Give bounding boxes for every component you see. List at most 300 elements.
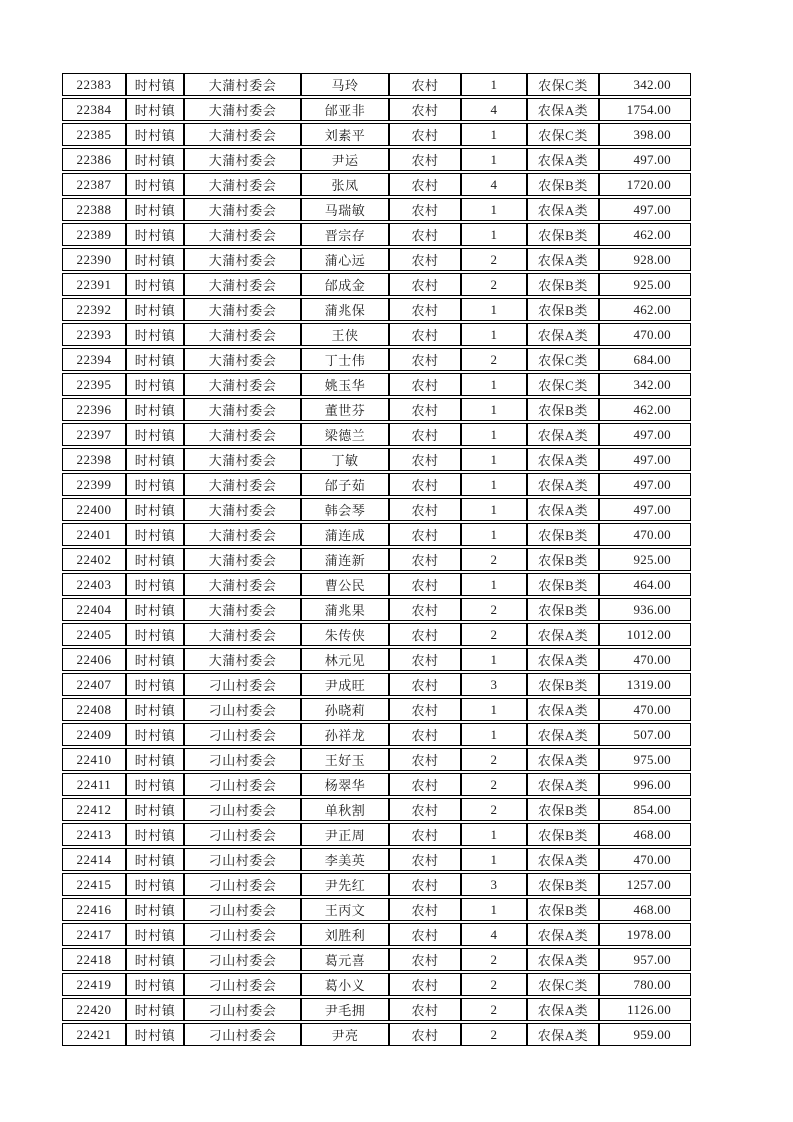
cell-household_type: 农村: [389, 123, 461, 146]
table-row: [62, 548, 691, 571]
cell-person_count: 4: [461, 173, 527, 196]
cell-village: 刁山村委会: [184, 798, 301, 821]
cell-amount: 1720.00: [599, 173, 691, 196]
cell-town: 时村镇: [126, 73, 184, 96]
cell-name: 邰子茹: [301, 473, 389, 496]
cell-household_type: 农村: [389, 723, 461, 746]
cell-village: 大蒲村委会: [184, 173, 301, 196]
cell-amount: 1012.00: [599, 623, 691, 646]
cell-person_count: 1: [461, 823, 527, 846]
cell-person_count: 1: [461, 398, 527, 421]
cell-town: 时村镇: [126, 873, 184, 896]
cell-id: 22402: [62, 548, 126, 571]
cell-insurance_category: 农保A类: [527, 723, 599, 746]
cell-name: 王丙文: [301, 898, 389, 921]
cell-name: 林元见: [301, 648, 389, 671]
cell-insurance_category: 农保A类: [527, 773, 599, 796]
table-row: [62, 573, 691, 596]
cell-household_type: 农村: [389, 498, 461, 521]
cell-village: 大蒲村委会: [184, 373, 301, 396]
cell-name: 王好玉: [301, 748, 389, 771]
cell-amount: 470.00: [599, 648, 691, 671]
cell-id: 22391: [62, 273, 126, 296]
cell-name: 丁敏: [301, 448, 389, 471]
cell-amount: 1257.00: [599, 873, 691, 896]
cell-id: 22417: [62, 923, 126, 946]
cell-village: 大蒲村委会: [184, 198, 301, 221]
cell-village: 刁山村委会: [184, 923, 301, 946]
cell-id: 22388: [62, 198, 126, 221]
cell-household_type: 农村: [389, 873, 461, 896]
cell-id: 22404: [62, 598, 126, 621]
cell-name: 董世芬: [301, 398, 389, 421]
cell-amount: 470.00: [599, 523, 691, 546]
cell-name: 王侠: [301, 323, 389, 346]
table-row: [62, 773, 691, 796]
cell-id: 22387: [62, 173, 126, 196]
cell-person_count: 1: [461, 473, 527, 496]
cell-household_type: 农村: [389, 198, 461, 221]
cell-insurance_category: 农保A类: [527, 1023, 599, 1046]
cell-town: 时村镇: [126, 573, 184, 596]
cell-village: 刁山村委会: [184, 823, 301, 846]
cell-person_count: 1: [461, 73, 527, 96]
cell-town: 时村镇: [126, 248, 184, 271]
cell-insurance_category: 农保B类: [527, 223, 599, 246]
cell-amount: 497.00: [599, 498, 691, 521]
cell-town: 时村镇: [126, 598, 184, 621]
table-row: [62, 848, 691, 871]
table-row: [62, 648, 691, 671]
cell-amount: 342.00: [599, 373, 691, 396]
table-row: [62, 623, 691, 646]
cell-town: 时村镇: [126, 148, 184, 171]
cell-village: 大蒲村委会: [184, 498, 301, 521]
cell-household_type: 农村: [389, 1023, 461, 1046]
cell-household_type: 农村: [389, 473, 461, 496]
cell-town: 时村镇: [126, 523, 184, 546]
cell-person_count: 2: [461, 548, 527, 571]
cell-name: 葛小义: [301, 973, 389, 996]
cell-amount: 854.00: [599, 798, 691, 821]
cell-town: 时村镇: [126, 198, 184, 221]
cell-household_type: 农村: [389, 273, 461, 296]
cell-town: 时村镇: [126, 648, 184, 671]
cell-town: 时村镇: [126, 473, 184, 496]
cell-town: 时村镇: [126, 223, 184, 246]
cell-insurance_category: 农保A类: [527, 623, 599, 646]
cell-household_type: 农村: [389, 223, 461, 246]
cell-name: 尹运: [301, 148, 389, 171]
cell-insurance_category: 农保B类: [527, 398, 599, 421]
cell-amount: 342.00: [599, 73, 691, 96]
cell-town: 时村镇: [126, 1023, 184, 1046]
cell-village: 大蒲村委会: [184, 223, 301, 246]
cell-name: 梁德兰: [301, 423, 389, 446]
cell-id: 22401: [62, 523, 126, 546]
cell-household_type: 农村: [389, 623, 461, 646]
table-row: [62, 673, 691, 696]
cell-town: 时村镇: [126, 98, 184, 121]
cell-insurance_category: 农保B类: [527, 273, 599, 296]
cell-id: 22398: [62, 448, 126, 471]
cell-town: 时村镇: [126, 123, 184, 146]
cell-insurance_category: 农保A类: [527, 498, 599, 521]
cell-id: 22419: [62, 973, 126, 996]
cell-id: 22390: [62, 248, 126, 271]
table-row: [62, 823, 691, 846]
cell-household_type: 农村: [389, 573, 461, 596]
cell-name: 刘胜利: [301, 923, 389, 946]
cell-person_count: 1: [461, 898, 527, 921]
cell-insurance_category: 农保B类: [527, 873, 599, 896]
cell-amount: 497.00: [599, 473, 691, 496]
cell-person_count: 1: [461, 698, 527, 721]
table-row: [62, 223, 691, 246]
table-row: [62, 473, 691, 496]
table-row: [62, 748, 691, 771]
cell-amount: 996.00: [599, 773, 691, 796]
cell-town: 时村镇: [126, 298, 184, 321]
table-row: [62, 523, 691, 546]
cell-person_count: 1: [461, 648, 527, 671]
cell-amount: 398.00: [599, 123, 691, 146]
cell-village: 刁山村委会: [184, 1023, 301, 1046]
cell-town: 时村镇: [126, 548, 184, 571]
cell-village: 大蒲村委会: [184, 523, 301, 546]
cell-name: 蒲心远: [301, 248, 389, 271]
table-row: [62, 73, 691, 96]
cell-amount: 464.00: [599, 573, 691, 596]
cell-person_count: 2: [461, 348, 527, 371]
table-row: [62, 373, 691, 396]
cell-household_type: 农村: [389, 948, 461, 971]
cell-person_count: 2: [461, 273, 527, 296]
cell-village: 大蒲村委会: [184, 423, 301, 446]
cell-name: 尹亮: [301, 1023, 389, 1046]
cell-household_type: 农村: [389, 898, 461, 921]
cell-town: 时村镇: [126, 398, 184, 421]
cell-insurance_category: 农保A类: [527, 98, 599, 121]
cell-person_count: 2: [461, 623, 527, 646]
cell-id: 22406: [62, 648, 126, 671]
cell-village: 大蒲村委会: [184, 248, 301, 271]
table-row: [62, 423, 691, 446]
cell-amount: 507.00: [599, 723, 691, 746]
cell-id: 22392: [62, 298, 126, 321]
cell-person_count: 1: [461, 498, 527, 521]
cell-name: 尹成旺: [301, 673, 389, 696]
cell-person_count: 1: [461, 848, 527, 871]
cell-household_type: 农村: [389, 848, 461, 871]
table-row: [62, 148, 691, 171]
cell-village: 大蒲村委会: [184, 623, 301, 646]
cell-name: 尹毛拥: [301, 998, 389, 1021]
cell-person_count: 2: [461, 748, 527, 771]
cell-town: 时村镇: [126, 798, 184, 821]
cell-village: 大蒲村委会: [184, 448, 301, 471]
cell-person_count: 1: [461, 123, 527, 146]
table-row: [62, 723, 691, 746]
cell-town: 时村镇: [126, 623, 184, 646]
cell-id: 22410: [62, 748, 126, 771]
cell-amount: 959.00: [599, 1023, 691, 1046]
cell-amount: 925.00: [599, 548, 691, 571]
cell-household_type: 农村: [389, 448, 461, 471]
cell-insurance_category: 农保A类: [527, 423, 599, 446]
cell-insurance_category: 农保A类: [527, 923, 599, 946]
cell-town: 时村镇: [126, 923, 184, 946]
cell-insurance_category: 农保A类: [527, 648, 599, 671]
cell-insurance_category: 农保A类: [527, 148, 599, 171]
cell-id: 22397: [62, 423, 126, 446]
cell-household_type: 农村: [389, 98, 461, 121]
cell-amount: 780.00: [599, 973, 691, 996]
cell-insurance_category: 农保A类: [527, 198, 599, 221]
cell-amount: 497.00: [599, 198, 691, 221]
cell-household_type: 农村: [389, 298, 461, 321]
cell-town: 时村镇: [126, 973, 184, 996]
cell-amount: 936.00: [599, 598, 691, 621]
cell-village: 刁山村委会: [184, 673, 301, 696]
table-row: [62, 798, 691, 821]
cell-person_count: 4: [461, 923, 527, 946]
table-row: [62, 898, 691, 921]
cell-village: 大蒲村委会: [184, 348, 301, 371]
cell-person_count: 2: [461, 598, 527, 621]
cell-name: 晋宗存: [301, 223, 389, 246]
cell-insurance_category: 农保C类: [527, 973, 599, 996]
cell-id: 22393: [62, 323, 126, 346]
cell-town: 时村镇: [126, 823, 184, 846]
cell-household_type: 农村: [389, 673, 461, 696]
cell-id: 22408: [62, 698, 126, 721]
cell-id: 22409: [62, 723, 126, 746]
cell-id: 22385: [62, 123, 126, 146]
cell-name: 李美英: [301, 848, 389, 871]
table-row: [62, 923, 691, 946]
table-row: [62, 348, 691, 371]
cell-person_count: 1: [461, 373, 527, 396]
table-row: [62, 498, 691, 521]
cell-name: 丁士伟: [301, 348, 389, 371]
cell-id: 22403: [62, 573, 126, 596]
cell-insurance_category: 农保A类: [527, 748, 599, 771]
table-row: [62, 123, 691, 146]
cell-village: 大蒲村委会: [184, 323, 301, 346]
cell-amount: 462.00: [599, 223, 691, 246]
cell-insurance_category: 农保B类: [527, 898, 599, 921]
cell-household_type: 农村: [389, 973, 461, 996]
cell-person_count: 1: [461, 148, 527, 171]
cell-name: 单秋割: [301, 798, 389, 821]
cell-household_type: 农村: [389, 923, 461, 946]
cell-name: 孙祥龙: [301, 723, 389, 746]
table-row: [62, 1023, 691, 1046]
cell-id: 22415: [62, 873, 126, 896]
cell-name: 蒲连新: [301, 548, 389, 571]
cell-name: 葛元喜: [301, 948, 389, 971]
cell-town: 时村镇: [126, 698, 184, 721]
cell-amount: 470.00: [599, 323, 691, 346]
cell-household_type: 农村: [389, 748, 461, 771]
cell-insurance_category: 农保C类: [527, 348, 599, 371]
cell-village: 大蒲村委会: [184, 473, 301, 496]
cell-town: 时村镇: [126, 948, 184, 971]
cell-household_type: 农村: [389, 323, 461, 346]
cell-name: 孙晓莉: [301, 698, 389, 721]
cell-insurance_category: 农保B类: [527, 548, 599, 571]
cell-name: 马瑞敏: [301, 198, 389, 221]
table-row: [62, 248, 691, 271]
cell-amount: 497.00: [599, 423, 691, 446]
cell-insurance_category: 农保B类: [527, 173, 599, 196]
cell-name: 尹正周: [301, 823, 389, 846]
cell-id: 22420: [62, 998, 126, 1021]
cell-insurance_category: 农保B类: [527, 523, 599, 546]
cell-person_count: 2: [461, 948, 527, 971]
cell-person_count: 1: [461, 423, 527, 446]
table-row: [62, 298, 691, 321]
cell-insurance_category: 农保B类: [527, 598, 599, 621]
table-row: [62, 998, 691, 1021]
cell-household_type: 农村: [389, 398, 461, 421]
cell-id: 22407: [62, 673, 126, 696]
cell-person_count: 2: [461, 1023, 527, 1046]
cell-town: 时村镇: [126, 748, 184, 771]
cell-village: 刁山村委会: [184, 748, 301, 771]
cell-amount: 925.00: [599, 273, 691, 296]
cell-insurance_category: 农保A类: [527, 248, 599, 271]
cell-amount: 470.00: [599, 698, 691, 721]
cell-person_count: 4: [461, 98, 527, 121]
cell-person_count: 1: [461, 298, 527, 321]
cell-village: 刁山村委会: [184, 948, 301, 971]
cell-insurance_category: 农保B类: [527, 298, 599, 321]
cell-id: 22418: [62, 948, 126, 971]
cell-amount: 1754.00: [599, 98, 691, 121]
cell-person_count: 2: [461, 998, 527, 1021]
cell-household_type: 农村: [389, 823, 461, 846]
cell-town: 时村镇: [126, 498, 184, 521]
cell-village: 大蒲村委会: [184, 98, 301, 121]
cell-name: 曹公民: [301, 573, 389, 596]
cell-household_type: 农村: [389, 523, 461, 546]
cell-name: 邰亚非: [301, 98, 389, 121]
cell-village: 大蒲村委会: [184, 148, 301, 171]
cell-village: 大蒲村委会: [184, 573, 301, 596]
table-row: [62, 698, 691, 721]
cell-name: 尹先红: [301, 873, 389, 896]
table-row: [62, 973, 691, 996]
cell-id: 22384: [62, 98, 126, 121]
cell-insurance_category: 农保C类: [527, 73, 599, 96]
cell-id: 22383: [62, 73, 126, 96]
cell-amount: 1126.00: [599, 998, 691, 1021]
cell-insurance_category: 农保B类: [527, 823, 599, 846]
cell-amount: 468.00: [599, 823, 691, 846]
cell-household_type: 农村: [389, 798, 461, 821]
cell-id: 22386: [62, 148, 126, 171]
cell-id: 22389: [62, 223, 126, 246]
cell-insurance_category: 农保A类: [527, 448, 599, 471]
table-row: [62, 323, 691, 346]
cell-village: 刁山村委会: [184, 973, 301, 996]
cell-town: 时村镇: [126, 173, 184, 196]
cell-id: 22413: [62, 823, 126, 846]
table-row: [62, 448, 691, 471]
cell-town: 时村镇: [126, 998, 184, 1021]
cell-id: 22394: [62, 348, 126, 371]
cell-person_count: 1: [461, 573, 527, 596]
cell-amount: 957.00: [599, 948, 691, 971]
cell-amount: 497.00: [599, 448, 691, 471]
cell-insurance_category: 农保B类: [527, 573, 599, 596]
cell-town: 时村镇: [126, 448, 184, 471]
cell-village: 刁山村委会: [184, 898, 301, 921]
cell-id: 22421: [62, 1023, 126, 1046]
table-row: [62, 173, 691, 196]
table-row: [62, 873, 691, 896]
cell-id: 22416: [62, 898, 126, 921]
cell-amount: 928.00: [599, 248, 691, 271]
cell-town: 时村镇: [126, 673, 184, 696]
cell-insurance_category: 农保B类: [527, 673, 599, 696]
cell-village: 大蒲村委会: [184, 398, 301, 421]
cell-town: 时村镇: [126, 898, 184, 921]
cell-amount: 462.00: [599, 298, 691, 321]
cell-name: 蒲兆保: [301, 298, 389, 321]
cell-household_type: 农村: [389, 248, 461, 271]
cell-village: 刁山村委会: [184, 998, 301, 1021]
cell-id: 22412: [62, 798, 126, 821]
cell-person_count: 2: [461, 773, 527, 796]
cell-town: 时村镇: [126, 773, 184, 796]
cell-id: 22405: [62, 623, 126, 646]
cell-village: 大蒲村委会: [184, 548, 301, 571]
cell-person_count: 2: [461, 798, 527, 821]
cell-village: 大蒲村委会: [184, 598, 301, 621]
cell-insurance_category: 农保A类: [527, 323, 599, 346]
cell-village: 大蒲村委会: [184, 273, 301, 296]
cell-insurance_category: 农保C类: [527, 123, 599, 146]
cell-person_count: 2: [461, 248, 527, 271]
cell-person_count: 3: [461, 873, 527, 896]
cell-name: 张凤: [301, 173, 389, 196]
cell-village: 刁山村委会: [184, 773, 301, 796]
cell-id: 22414: [62, 848, 126, 871]
cell-household_type: 农村: [389, 73, 461, 96]
cell-name: 朱传侠: [301, 623, 389, 646]
table-row: [62, 273, 691, 296]
cell-village: 大蒲村委会: [184, 648, 301, 671]
cell-village: 大蒲村委会: [184, 73, 301, 96]
cell-name: 姚玉华: [301, 373, 389, 396]
cell-amount: 684.00: [599, 348, 691, 371]
cell-town: 时村镇: [126, 273, 184, 296]
table-row: [62, 948, 691, 971]
table-row: [62, 598, 691, 621]
cell-id: 22395: [62, 373, 126, 396]
cell-town: 时村镇: [126, 348, 184, 371]
cell-household_type: 农村: [389, 548, 461, 571]
cell-person_count: 1: [461, 448, 527, 471]
cell-person_count: 1: [461, 723, 527, 746]
cell-town: 时村镇: [126, 323, 184, 346]
cell-household_type: 农村: [389, 998, 461, 1021]
cell-town: 时村镇: [126, 848, 184, 871]
cell-amount: 462.00: [599, 398, 691, 421]
